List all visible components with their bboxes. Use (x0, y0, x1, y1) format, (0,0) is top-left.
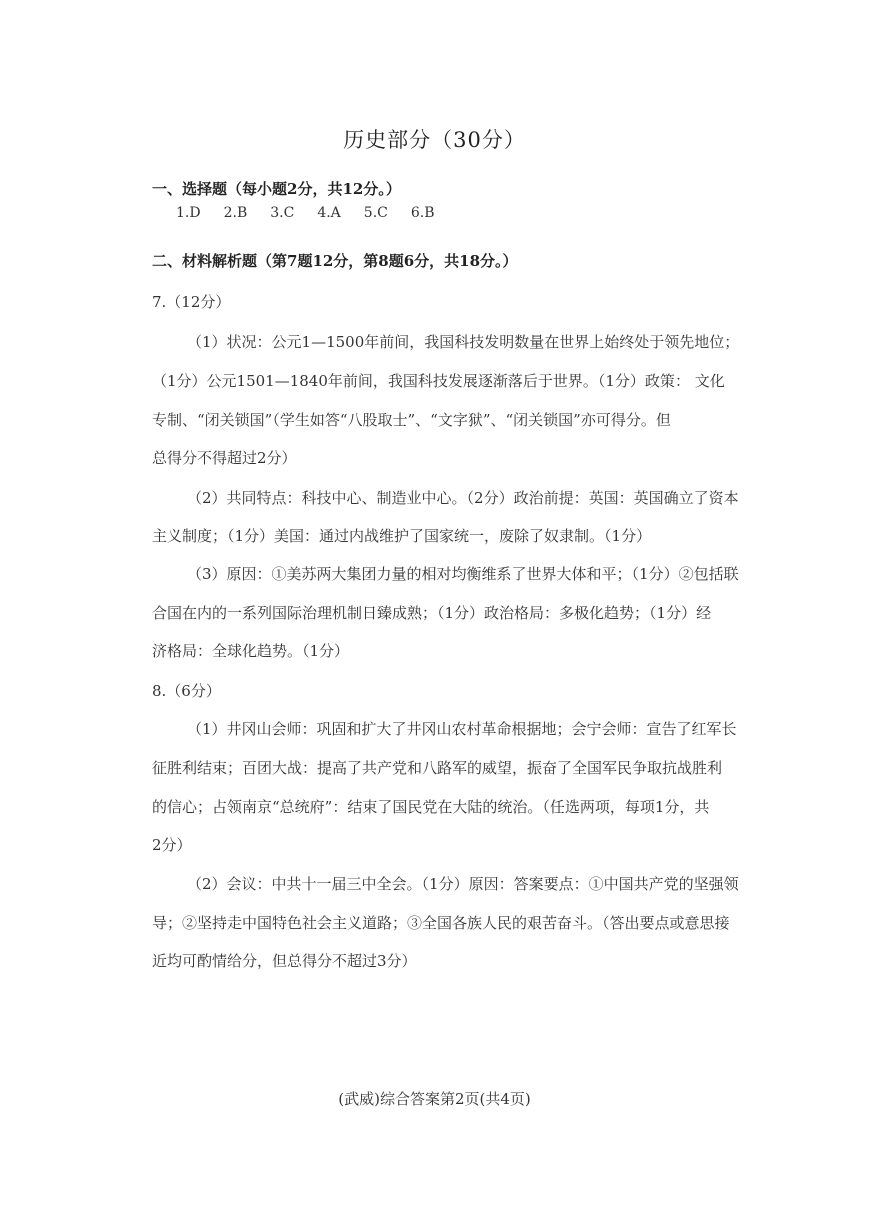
answer-line: 合国在内的一系列国际治理机制日臻成熟；（1分）政治格局：多极化趋势；（1分）经 (152, 604, 712, 622)
section-1-heading: 一、选择题（每小题2分，共12分。） (152, 180, 401, 198)
page-footer: (武威)综合答案第2页(共4页) (338, 1090, 531, 1108)
answer-item: 6.B (410, 205, 435, 221)
answer-line: 2分） (152, 836, 192, 854)
answer-line: 主义制度；（1分）美国：通过内战维护了国家统一，废除了奴隶制。（1分） (152, 527, 652, 545)
question-8-label: 8.（6分） (152, 682, 221, 700)
answer-line: 征胜利结束；百团大战：提高了共产党和八路军的威望，振奋了全国军民争取抗战胜利 (152, 759, 723, 777)
answer-line: （1分）公元1501—1840年前间，我国科技发展逐渐落后于世界。（1分）政策： 文化 (152, 372, 725, 390)
answer-line: 导；②坚持走中国特色社会主义道路；③全国各族人民的艰苦奋斗。（答出要点或意思接 (152, 914, 730, 932)
multiple-choice-answers (176, 205, 435, 221)
answer-line: 的信心；占领南京“总统府”：结束了国民党在大陆的统治。（任选两项，每项1分，共 (152, 798, 710, 816)
answer-line: （2）会议：中共十一届三中全会。（1分）原因：答案要点：①中国共产党的坚强领 (187, 875, 739, 893)
answer-line: 近均可酌情给分，但总得分不超过3分） (152, 952, 417, 970)
answer-line: （1）状况：公元1—1500年前间，我国科技发明数量在世界上始终处于领先地位； (187, 333, 740, 351)
answer-item: 5.C (363, 205, 388, 221)
answer-line: （2）共同特点：科技中心、制造业中心。（2分）政治前提：英国：英国确立了资本 (187, 489, 739, 507)
section-2-heading: 二、材料解析题（第7题12分，第8题6分，共18分。） (152, 252, 518, 270)
answer-item: 4.A (317, 205, 341, 221)
answer-item: 1.D (176, 205, 201, 221)
answer-item: 3.C (270, 205, 295, 221)
question-7-label: 7.（12分） (152, 293, 231, 311)
page-title: 历史部分（30分） (343, 128, 526, 152)
answer-line: 总得分不得超过2分） (152, 449, 297, 467)
answer-line: 专制、“闭关锁国”（学生如答“八股取士”、“文字狱”、“闭关锁国”亦可得分。但 (152, 411, 671, 429)
answer-line: 济格局：全球化趋势。（1分） (152, 642, 350, 660)
answer-item: 2.B (223, 205, 248, 221)
answer-line: （1）井冈山会师：巩固和扩大了井冈山农村革命根据地；会宁会师：宣告了红军长 (187, 720, 737, 738)
answer-line: （3）原因：①美苏两大集团力量的相对均衡维系了世界大体和平；（1分）②包括联 (187, 565, 739, 583)
